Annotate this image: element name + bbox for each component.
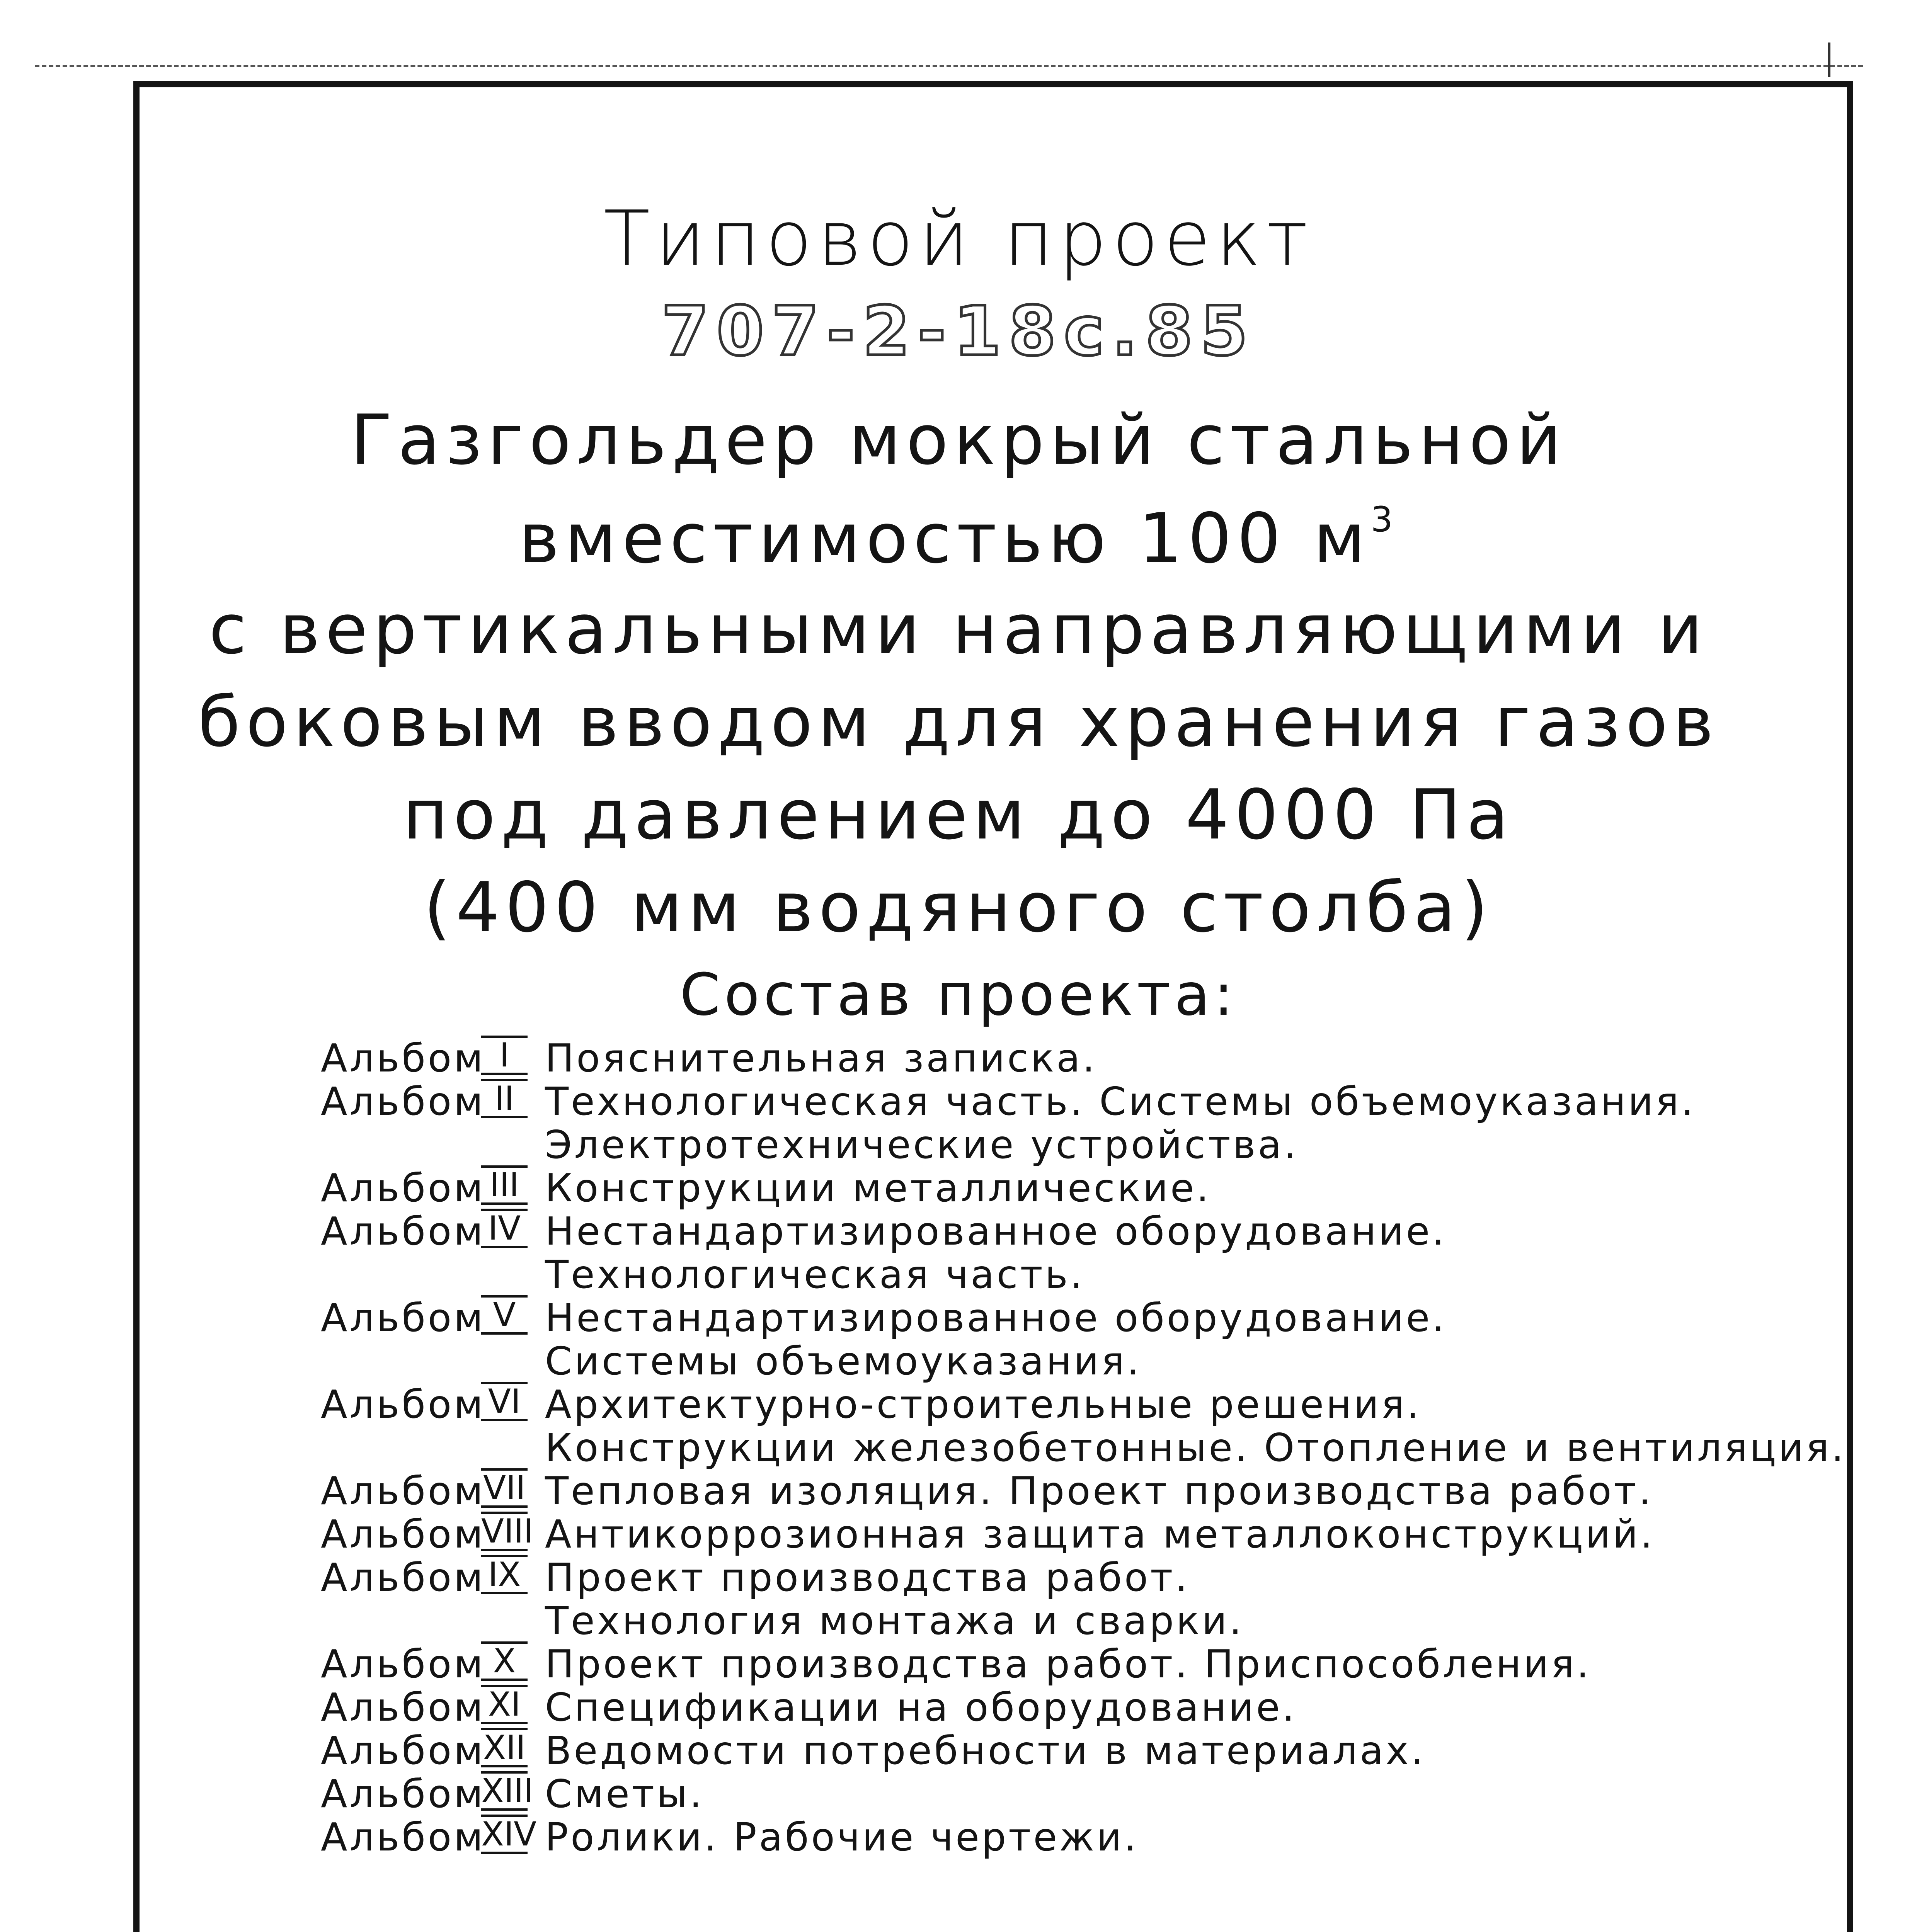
album-description: Ведомости потребности в материалах. [545,1728,1426,1773]
album-number: IV [481,1209,528,1248]
album-list-item [321,1209,1828,1252]
album-number: XI [481,1685,528,1724]
album-label: Альбом [321,1468,485,1514]
corner-tick [1828,43,1830,77]
album-description: Нестандартизированное оборудование. [545,1295,1447,1340]
album-label: Альбом [321,1815,485,1860]
album-list-item [321,1468,1828,1512]
album-description: Тепловая изоляция. Проект производства работ. [545,1468,1653,1514]
album-description: Спецификации на оборудование. [545,1685,1297,1730]
album-label: Альбом [321,1209,485,1254]
album-list-item [321,1771,1828,1815]
album-label: Альбом [321,1079,485,1124]
album-list-item [321,1512,1828,1555]
album-label: Альбом [321,1165,485,1211]
album-label: Альбом [321,1036,485,1081]
album-description: Конструкции железобетонные. Отопление и вентиляция. [545,1425,1846,1470]
heading-line-6: (400 мм водяного столба) [424,867,1493,947]
album-number: I [481,1036,528,1075]
album-description: Нестандартизированное оборудование. [545,1209,1447,1254]
album-description: Пояснительная записка. [545,1036,1097,1081]
album-description: Электротехнические устройства. [545,1122,1299,1167]
album-list-item [321,1425,1846,1470]
album-description: Технологическая часть. Системы объемоуказания. [545,1079,1696,1124]
album-list-item [321,1641,1828,1685]
album-number: VII [481,1468,528,1508]
album-description: Технология монтажа и сварки. [545,1598,1244,1643]
album-number: XII [481,1728,528,1767]
album-list-item [321,1079,1828,1122]
album-list-item [321,1165,1828,1209]
album-number: IX [481,1555,528,1594]
album-number: V [481,1295,528,1335]
album-list-item [321,1295,1828,1338]
album-label: Альбом [321,1555,485,1600]
album-list-item [321,1122,1828,1165]
album-list-item [321,1555,1828,1598]
album-label: Альбом [321,1641,485,1687]
album-list-item [321,1598,1828,1641]
album-number: VIII [481,1512,533,1551]
album-label: Альбом [321,1382,485,1427]
album-number: II [481,1079,528,1118]
heading-line-5: под давлением до 4000 Па [403,775,1514,855]
heading-line-4: боковым вводом для хранения газов [198,682,1719,762]
album-list-item [321,1338,1828,1382]
heading-line-3: с вертикальными направляющими и [209,589,1708,669]
heading-line-1: Газгольдер мокрый стальной [350,400,1567,480]
album-list-item [321,1382,1828,1425]
album-description: Проект производства работ. [545,1555,1190,1600]
project-code: 707-2-18с.85 [661,292,1256,371]
album-label: Альбом [321,1685,485,1730]
album-number: X [481,1641,528,1681]
unit-superscript: 3 [1371,499,1398,540]
album-description: Сметы. [545,1771,704,1816]
album-label: Альбом [321,1771,485,1816]
album-number: III [481,1165,528,1205]
cut-line-top [35,65,1863,67]
album-number: XIII [481,1772,534,1810]
album-description: Архитектурно-строительные решения. [545,1382,1422,1427]
album-list-item [321,1728,1828,1771]
album-list-item [321,1685,1828,1728]
album-list-item [321,1252,1828,1295]
album-description: Проект производства работ. Приспособления. [545,1641,1591,1687]
album-description: Конструкции металлические. [545,1165,1211,1211]
album-description: Антикоррозионная защита металлоконструкций. [545,1512,1655,1557]
album-number: VI [481,1382,528,1421]
album-label: Альбом [321,1728,485,1773]
album-description: Ролики. Рабочие чертежи. [545,1815,1139,1860]
album-number: XIV [481,1815,537,1854]
album-list-item [321,1815,1828,1858]
album-description: Технологическая часть. [545,1252,1085,1297]
composition-title: Состав проекта: [679,961,1238,1029]
album-label: Альбом [321,1295,485,1340]
album-list-item [321,1036,1828,1079]
album-description: Системы объемоуказания. [545,1338,1142,1384]
heading-line-2-text: вместимостью 100 м [519,498,1371,578]
heading-line-2 [0,498,1917,578]
document-title: Типовой проект [603,195,1314,283]
album-label: Альбом [321,1512,485,1557]
albums-list [321,1036,1846,1860]
